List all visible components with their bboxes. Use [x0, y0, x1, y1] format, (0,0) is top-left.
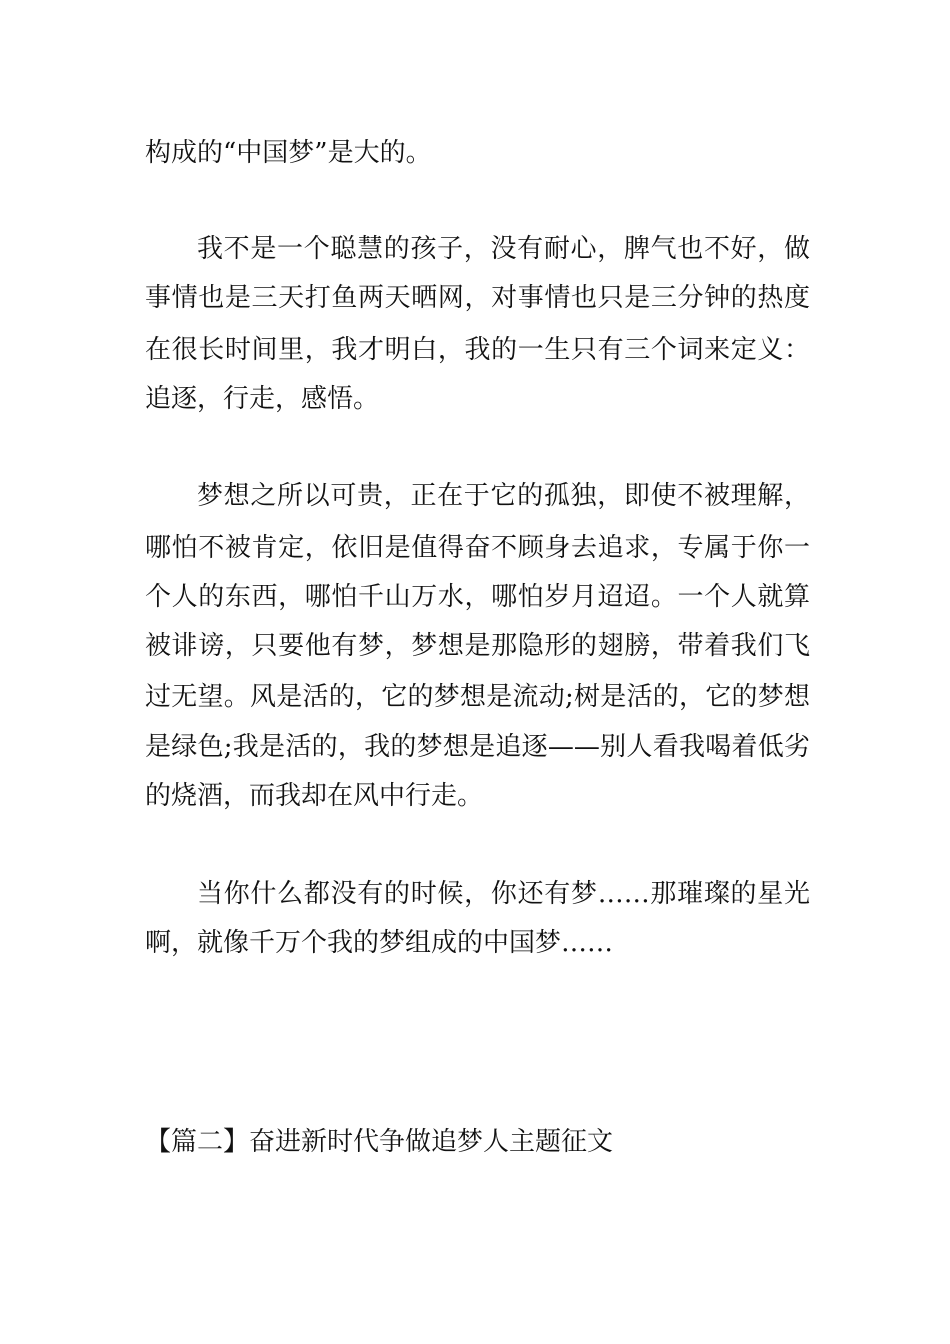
paragraph-line: 梦想之所以可贵，正在于它的孤独，即使不被理解，	[197, 481, 810, 511]
paragraph-line: 哪怕不被肯定，依旧是值得奋不顾身去追求，专属于你一	[145, 533, 810, 563]
paragraph-line: 的烧酒，而我却在风中行走。	[145, 781, 484, 811]
paragraph-line: 被诽谤，只要他有梦，梦想是那隐形的翅膀，带着我们飞	[145, 631, 810, 661]
paragraph-line: 啊，就像千万个我的梦组成的中国梦……	[145, 928, 614, 958]
paragraph-line: 过无望。风是活的，它的梦想是流动;树是活的，它的梦想	[145, 682, 810, 712]
paragraph-line: 构成的“中国梦”是大的。	[145, 138, 432, 168]
paragraph-line: 是绿色;我是活的，我的梦想是追逐——别人看我喝着低劣	[145, 732, 810, 762]
paragraph-line: 个人的东西，哪怕千山万水，哪怕岁月迢迢。一个人就算	[145, 582, 810, 612]
paragraph-line: 追逐，行走，感悟。	[145, 384, 380, 414]
section-heading: 【篇二】奋进新时代争做追梦人主题征文	[145, 1127, 614, 1157]
paragraph-line: 事情也是三天打鱼两天晒网，对事情也只是三分钟的热度	[145, 283, 810, 313]
paragraph-line: 当你什么都没有的时候，你还有梦……那璀璨的星光	[197, 879, 810, 909]
paragraph-line: 在很长时间里，我才明白，我的一生只有三个词来定义：	[145, 335, 810, 365]
paragraph-line: 我不是一个聪慧的孩子，没有耐心，脾气也不好，做	[197, 234, 810, 264]
